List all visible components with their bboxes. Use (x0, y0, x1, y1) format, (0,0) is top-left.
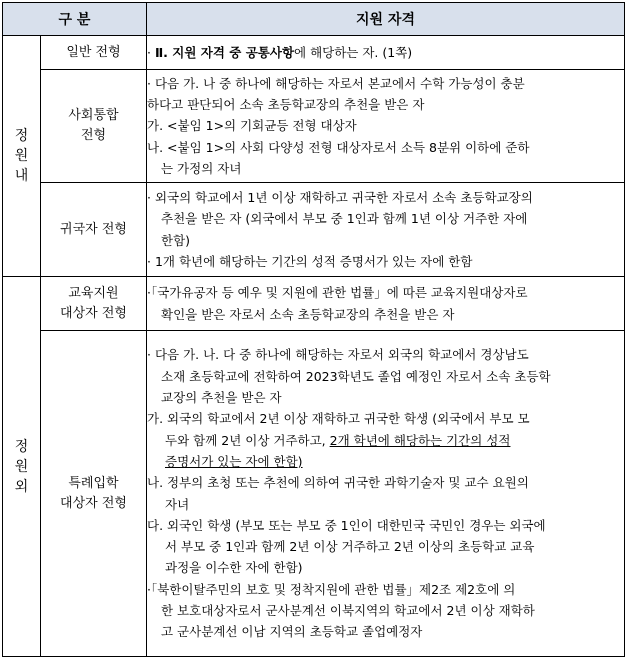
desc-line: 확인을 받은 자로서 소속 초등학교장의 추천을 받은 자 (161, 306, 455, 322)
eligibility-table (2, 2, 625, 657)
group-inside-quota (3, 36, 41, 277)
category-social (41, 70, 147, 183)
desc-line: 다. 외국인 학생 (부모 또는 부모 중 1인이 대한민국 국민인 경우는 외국에 (147, 517, 546, 533)
category-support (41, 277, 147, 331)
desc-line: 한 보호대상자로서 군사분계선 이북지역의 학교에서 2년 이상 재학하 (161, 602, 535, 618)
desc-line: 과정을 이수한 자에 한함) (165, 560, 303, 576)
desc-line: 소재 초등학교에 전학하여 2023학년도 졸업 예정인 자로서 소속 초등학 (161, 368, 551, 384)
desc-line: 한함) (161, 232, 191, 248)
underlined-text: 증명서가 있는 자에 한함) (165, 453, 303, 469)
desc-line: 추천을 받은 자 (외국에서 부모 중 1인과 함께 1년 이상 거주한 자에 (161, 211, 528, 227)
header-qualification: 지원 자격 (147, 3, 625, 36)
desc-line: 나. 정부의 초청 또는 추천에 의하여 귀국한 과학기술자 및 교수 요원의 (147, 475, 529, 491)
category-label: 사회통합 (68, 108, 119, 123)
bullet: · (147, 44, 155, 60)
desc-line (147, 42, 624, 63)
desc-special (147, 331, 625, 657)
category-label: 귀국자 전형 (60, 221, 127, 237)
desc-line: 가. <붙임 1>의 기회균등 전형 대상자 (147, 118, 357, 134)
group-inside-char: 내 (14, 168, 29, 184)
category-label: 일반 전형 (66, 44, 121, 60)
desc-line: · 다음 가. 나 중 하나에 해당하는 자로서 본교에서 수학 가능성이 충분 (147, 75, 525, 91)
desc-line (147, 430, 624, 451)
header-category: 구 분 (3, 3, 147, 36)
underlined-text: 2개 학년에 해당하는 기간의 성적 (329, 432, 511, 448)
category-returnee (41, 183, 147, 277)
desc-social (147, 70, 625, 183)
desc-general (147, 36, 625, 70)
desc-line: · 1개 학년에 해당하는 기간의 성적 증명서가 있는 자에 한함 (147, 253, 473, 269)
desc-line: 가. 외국의 학교에서 2년 이상 재학하고 귀국한 학생 (외국에서 부모 모 (147, 411, 530, 427)
category-label: 특례입학 (68, 475, 119, 491)
desc-line: ·「국가유공자 등 예우 및 지원에 관한 법률」에 따른 교육지원대상자로 (147, 285, 528, 301)
group-outside-char: 원 (14, 458, 29, 475)
desc-line: 고 군사분계선 이남 지역의 초등학교 졸업예정자 (161, 624, 423, 640)
group-inside-char: 정 (14, 128, 29, 144)
category-label: 대상자 전형 (60, 495, 127, 511)
row-general (3, 36, 625, 70)
desc-line: 는 가정의 자녀 (161, 160, 242, 176)
group-inside-char: 원 (14, 148, 29, 164)
row-support (3, 277, 625, 331)
row-special (3, 331, 625, 657)
category-label: 교육지원 (68, 285, 119, 301)
header-row (3, 3, 625, 36)
desc-returnee (147, 183, 625, 277)
group-outside-char: 외 (14, 478, 29, 495)
desc-line: 교장의 추천을 받은 자 (161, 390, 282, 406)
desc-line: · 다음 가. 나. 다 중 하나에 해당하는 자로서 외국의 학교에서 경상남도 (147, 347, 529, 363)
desc-line: ·「북한이탈주민의 보호 및 정착지원에 관한 법률」제2조 제2호에 의 (147, 581, 516, 597)
desc-line: · 외국의 학교에서 1년 이상 재학하고 귀국한 자로서 소속 초등학교장의 (147, 189, 533, 205)
common-requirements-ref: Ⅱ. 지원 자격 중 공통사항 (154, 44, 295, 60)
category-general (41, 36, 147, 70)
desc-support (147, 277, 625, 331)
desc-line: 자녀 (165, 496, 190, 512)
category-special (41, 331, 147, 657)
category-label: 대상자 전형 (60, 305, 127, 321)
desc-line: 나. <붙임 1>의 사회 다양성 전형 대상자로서 소득 8분위 이하에 준하 (147, 139, 530, 155)
desc-line (147, 451, 624, 472)
desc-text: 두와 함께 2년 이상 거주하고, (165, 432, 330, 448)
category-label: 전형 (80, 128, 107, 143)
desc-line: 하다고 판단되어 소속 초등학교장의 추천을 받은 자 (147, 97, 425, 113)
desc-line: 서 부모 중 1인과 함께 2년 이상 거주하고 2년 이상의 초등학교 교육 (165, 539, 535, 555)
row-social (3, 70, 625, 183)
group-outside-quota (3, 277, 41, 657)
desc-text: 에 해당하는 자. (1쪽) (294, 44, 413, 60)
group-outside-char: 정 (14, 438, 29, 455)
row-returnee (3, 183, 625, 277)
